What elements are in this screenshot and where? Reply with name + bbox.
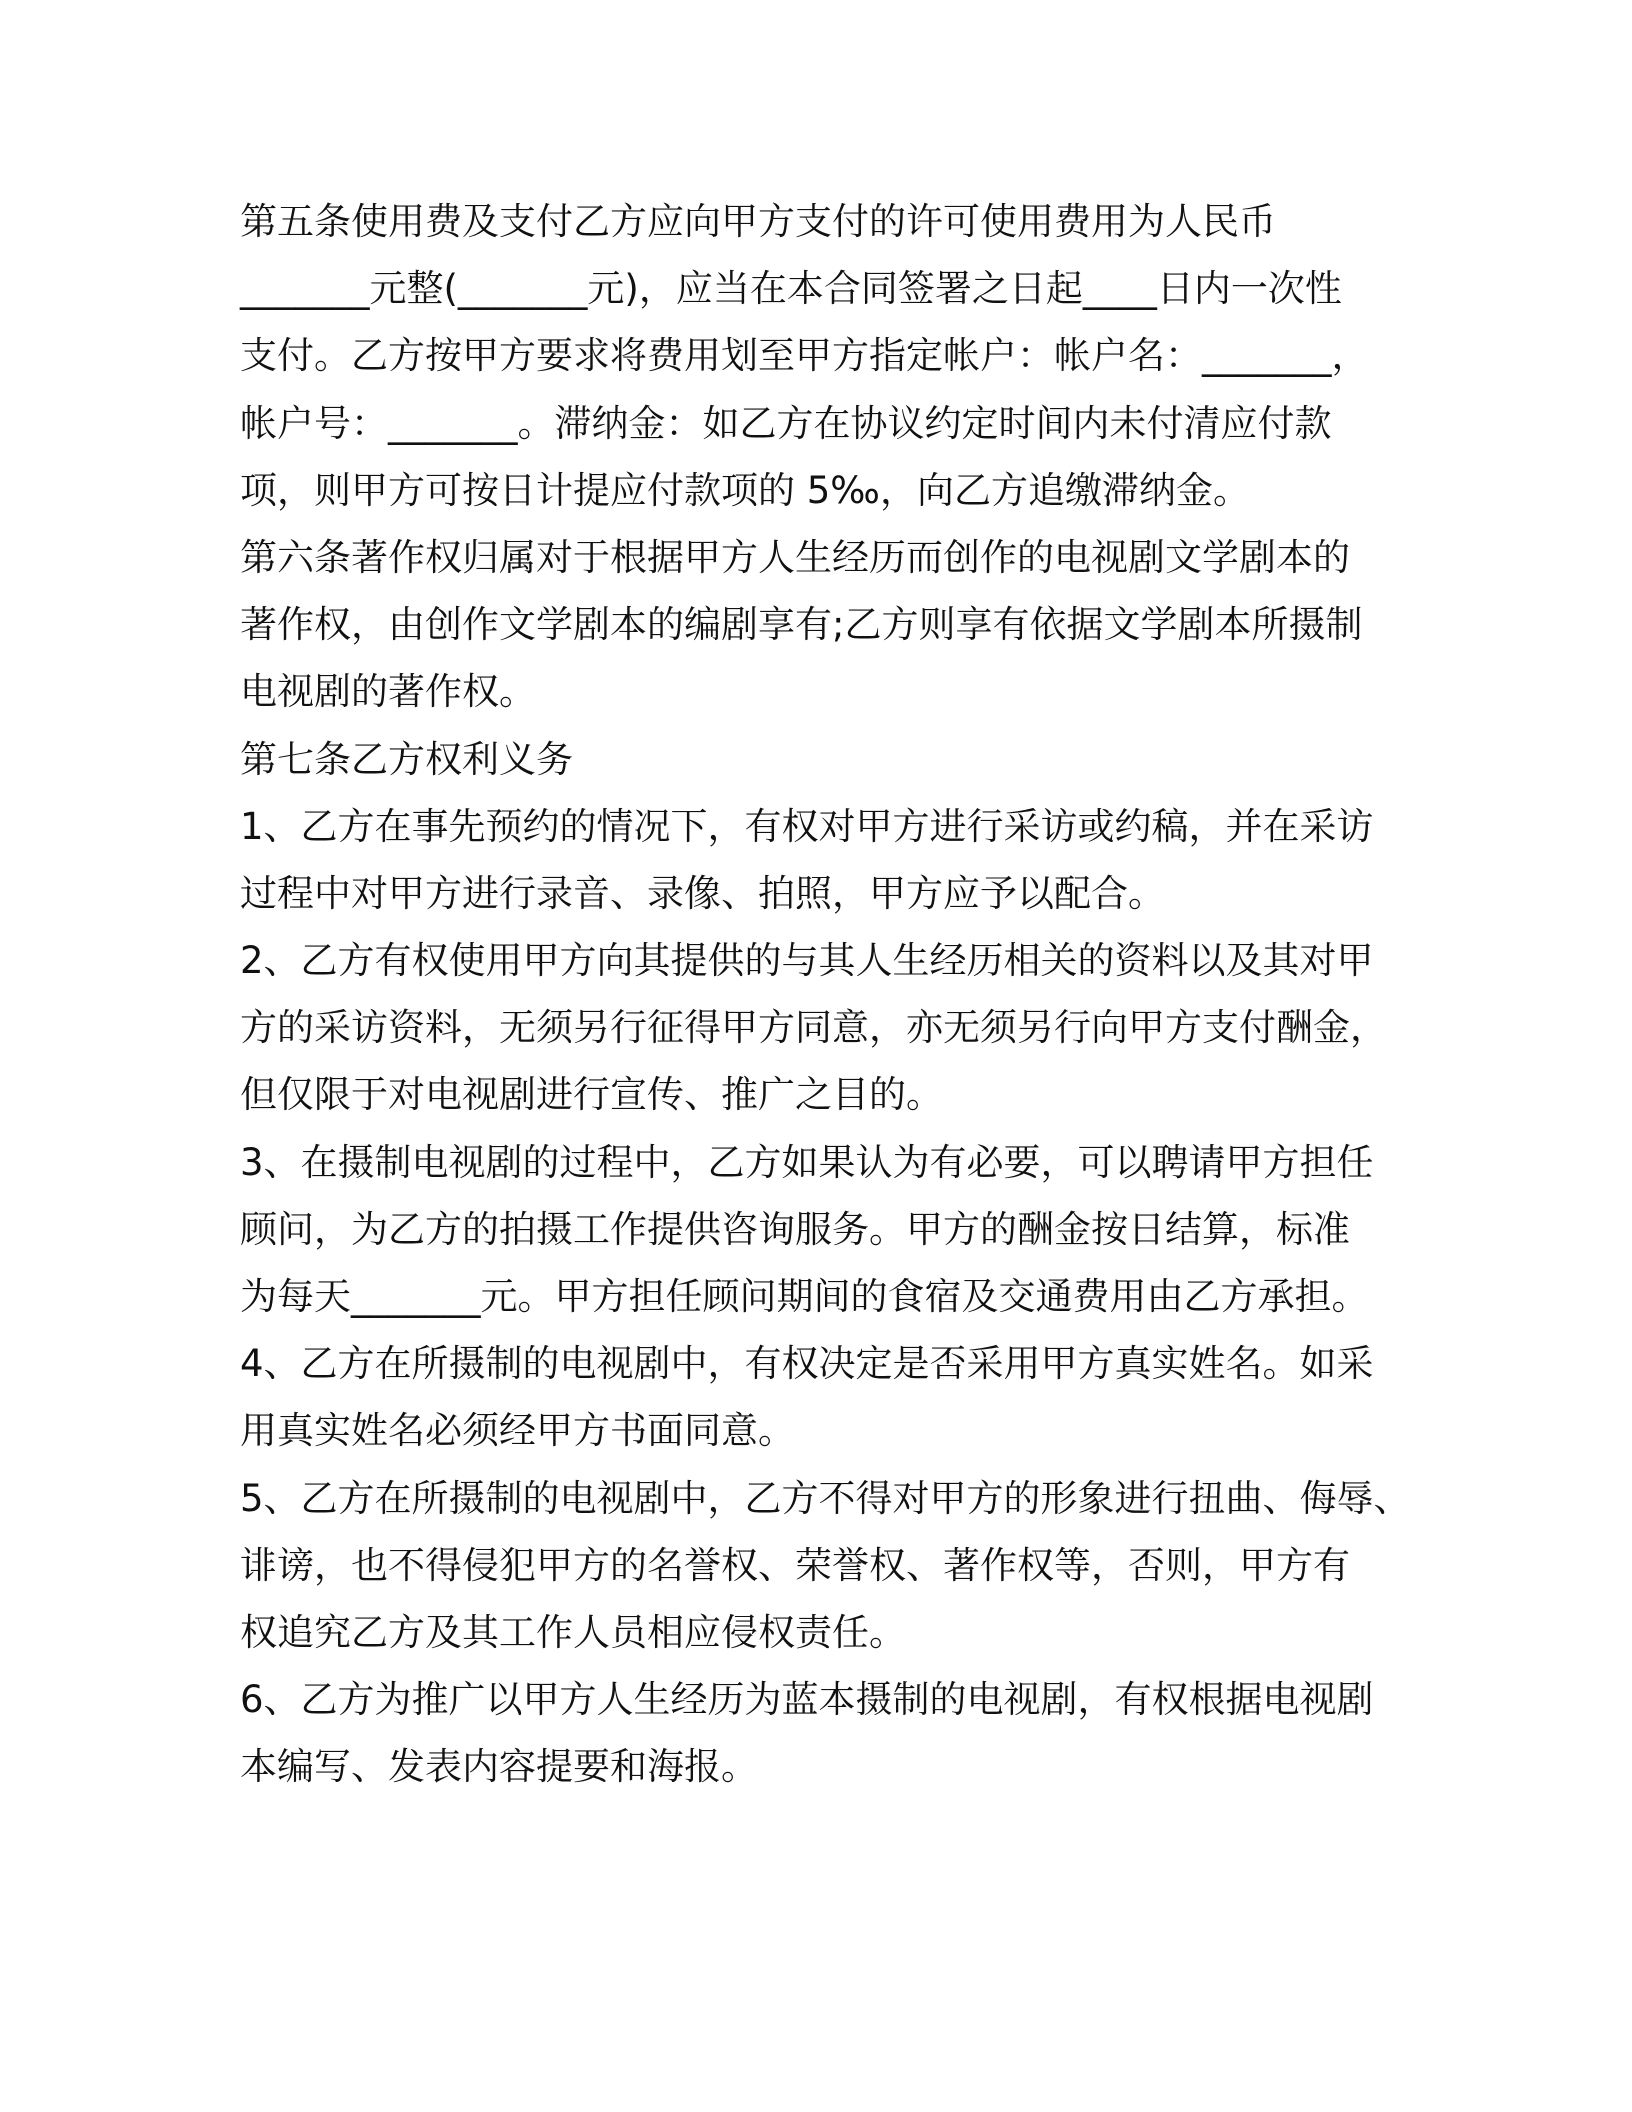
text-line: 4、乙方在所摄制的电视剧中，有权决定是否采用甲方真实姓名。如采 — [240, 1342, 1374, 1386]
text-line: 第五条使用费及支付乙方应向甲方支付的许可使用费用为人民币 — [240, 200, 1276, 243]
text-line: 帐户号：_______。滞纳金：如乙方在协议约定时间内未付清应付款 — [240, 401, 1332, 445]
text-line: 第六条著作权归属对于根据甲方人生经历而创作的电视剧文学剧本的 — [240, 535, 1350, 579]
text-line: 3、在摄制电视剧的过程中，乙方如果认为有必要，可以聘请甲方担任 — [240, 1140, 1374, 1184]
text-line: 方的采访资料，无须另行征得甲方同意，亦无须另行向甲方支付酬金， — [240, 1006, 1387, 1050]
text-line: 为每天_______元。甲方担任顾问期间的食宿及交通费用由乙方承担。 — [240, 1275, 1369, 1318]
text-line: 著作权，由创作文学剧本的编剧享有;乙方则享有依据文学剧本所摄制 — [240, 603, 1363, 647]
text-line: 2、乙方有权使用甲方向其提供的与其人生经历相关的资料以及其对甲 — [240, 939, 1374, 983]
text-line: 用真实姓名必须经甲方书面同意。 — [240, 1409, 795, 1453]
text-line: 顾问，为乙方的拍摄工作提供咨询服务。甲方的酬金按日结算，标准 — [240, 1207, 1350, 1251]
text-line: 本编写、发表内容提要和海报。 — [240, 1745, 758, 1789]
text-line: 项，则甲方可按日计提应付款项的 5‰，向乙方追缴滞纳金。 — [240, 468, 1250, 512]
document-body — [240, 188, 1411, 1801]
text-line: _______元整(_______元)，应当在本合同签署之日起____日内一次性 — [240, 267, 1342, 311]
text-line: 诽谤，也不得侵犯甲方的名誉权、荣誉权、著作权等，否则，甲方有 — [240, 1543, 1350, 1587]
text-line: 第七条乙方权利义务 — [240, 737, 573, 781]
text-line: 6、乙方为推广以甲方人生经历为蓝本摄制的电视剧，有权根据电视剧 — [240, 1678, 1374, 1722]
text-line: 但仅限于对电视剧进行宣传、推广之目的。 — [240, 1073, 943, 1117]
text-line: 权追究乙方及其工作人员相应侵权责任。 — [240, 1610, 906, 1654]
text-line: 电视剧的著作权。 — [240, 670, 536, 714]
text-line: 过程中对甲方进行录音、录像、拍照，甲方应予以配合。 — [240, 871, 1165, 915]
text-line: 5、乙方在所摄制的电视剧中，乙方不得对甲方的形象进行扭曲、侮辱、 — [240, 1476, 1411, 1520]
text-line: 1、乙方在事先预约的情况下，有权对甲方进行采访或约稿，并在采访 — [240, 804, 1374, 848]
text-line: 支付。乙方按甲方要求将费用划至甲方指定帐户：帐户名：_______， — [240, 334, 1369, 378]
